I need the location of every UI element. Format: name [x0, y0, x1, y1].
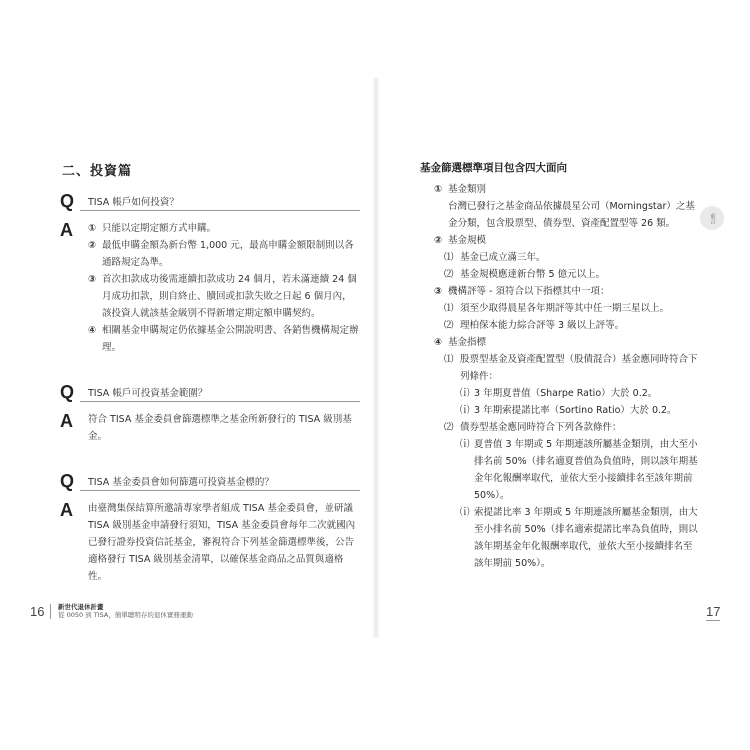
- answer-item: [88, 220, 360, 237]
- item-text: 相關基金申購規定仍依據基金公開說明書、各銷售機構規定辦理。: [102, 325, 359, 353]
- criterion-fund-size: [434, 232, 700, 283]
- page-number-left: 16: [30, 604, 51, 619]
- section-title: 二、投資篇: [62, 164, 133, 179]
- question-row: [60, 471, 360, 492]
- subitem-number: ⑵: [444, 320, 454, 331]
- subsubitem-number: ⒤: [460, 388, 470, 399]
- criterion-number: ②: [434, 235, 443, 246]
- criterion-number: ③: [434, 286, 443, 297]
- criterion-heading: [434, 334, 700, 351]
- chapter-tab-label: 前言: [709, 212, 715, 224]
- criterion-subsubitem: [460, 385, 700, 402]
- criterion-heading: [434, 232, 700, 249]
- item-text: 只能以定期定額方式申購。: [102, 223, 217, 234]
- a-marker: A: [60, 500, 73, 520]
- answer-item: [88, 237, 360, 271]
- criterion-subitem: [444, 300, 700, 317]
- criterion-subitem: [444, 419, 700, 436]
- subitem-text: 理柏保本能力綜合評等 3 級以上評等。: [460, 320, 625, 331]
- subsubitem-number: ⒤: [460, 507, 470, 518]
- criterion-subsubitem: [460, 436, 700, 504]
- criterion-number: ④: [434, 337, 443, 348]
- answer-item: [88, 322, 360, 356]
- subitem-number: ⑵: [444, 269, 454, 280]
- item-number: ④: [88, 325, 97, 336]
- q-marker: Q: [60, 382, 75, 402]
- item-text: 最低申購金額為新台幣 1,000 元，最高申購金額限制則以各通路規定為準。: [102, 240, 354, 268]
- criterion-subsubitem: [460, 402, 700, 419]
- criterion-subsubitem: [460, 504, 700, 572]
- criterion-label: 基金類別: [448, 184, 487, 195]
- criterion-heading: [434, 181, 700, 198]
- subsubitem-number: ⒤: [460, 405, 470, 416]
- subitem-number: ⑵: [444, 422, 454, 433]
- question-text: TISA 基金委員會如何篩選可投資基金標的？: [80, 472, 360, 491]
- item-number: ③: [88, 274, 97, 285]
- subitem-text: 須至少取得晨星各年期評等其中任一期三星以上。: [460, 303, 670, 314]
- qa-block-3: [60, 471, 360, 585]
- subsubitem-text: 3 年期夏普值（Sharpe Ratio）大於 0.2。: [474, 388, 658, 399]
- criteria-title: 基金篩選標準項目包含四大面向: [420, 162, 567, 174]
- criterion-subitem: [444, 317, 700, 334]
- footer-book-subtitle: 從 0050 到 TISA，簡單聰明存的退休實務運動: [58, 611, 193, 619]
- answer-text: 由臺灣集保結算所邀請專家學者組成 TISA 基金委員會，並研議 TISA 級別基金申請發行須知，TISA 基金委員會每年二次就國內已發行證券投資信託基金，審視符合下列基金篩選標準後，公告適格發行 TISA 級別基金清單，以確保基金商品之品質與適格性。: [88, 503, 356, 582]
- answer-row: [60, 500, 360, 585]
- subitem-text: 債券型基金應同時符合下列各款條件：: [460, 422, 622, 433]
- subitem-text: 基金已成立滿三年。: [460, 252, 546, 263]
- answer-body: [80, 220, 360, 356]
- item-number: ②: [88, 240, 97, 251]
- subsubitem-text: 3 年期索提諾比率（Sortino Ratio）大於 0.2。: [474, 405, 677, 416]
- answer-row: [60, 220, 360, 356]
- answer-text: 符合 TISA 基金委員會篩選標準之基金所新發行的 TISA 級別基金。: [88, 414, 352, 442]
- criterion-label: 基金規模: [448, 235, 487, 246]
- subitem-number: ⑴: [444, 354, 454, 365]
- subsubitem-text: 夏普值 3 年期或 5 年期連該所屬基金類別，由大至小排名前 50%（排名適夏普值為負值時，則以該年期基金年化報酬率取代，並依大至小接續排名至該年期前 50%）。: [474, 439, 698, 501]
- criterion-paragraph: 台灣已發行之基金商品依據晨星公司（Morningstar）之基金分類，包含股票型、債券型、資產配置型等 26 類。: [448, 201, 695, 229]
- left-page: [60, 160, 360, 611]
- criterion-fund-indicators: [434, 334, 700, 572]
- right-page: [420, 160, 700, 572]
- answer-row: [60, 411, 360, 445]
- criterion-number: ①: [434, 184, 443, 195]
- item-number: ①: [88, 223, 97, 234]
- book-fold: [372, 78, 380, 638]
- answer-item: [88, 271, 360, 322]
- question-row: [60, 382, 360, 403]
- question-text: TISA 帳戶如何投資？: [80, 192, 360, 211]
- question-row: [60, 191, 360, 212]
- subitem-text: 基金規模應達新台幣 5 億元以上。: [460, 269, 606, 280]
- footer-book-info: [58, 603, 193, 619]
- qa-block-1: [60, 191, 360, 356]
- subitem-number: ⑴: [444, 303, 454, 314]
- criterion-heading: [434, 283, 700, 300]
- subitem-number: ⑴: [444, 252, 454, 263]
- footer-book-title: 新世代退休計畫: [58, 603, 104, 611]
- criterion-subitem: [444, 249, 700, 266]
- a-marker: A: [60, 220, 73, 240]
- subsubitem-text: 索提諾比率 3 年期或 5 年期連該所屬基金類別，由大至小排名前 50%（排名適索提諾比率為負值時，則以該年期基金年化報酬率取代，並依大至小接續排名至該年期前 50%）。: [474, 507, 698, 569]
- criterion-subitem: [444, 266, 700, 283]
- criterion-rating: [434, 283, 700, 334]
- question-text: TISA 帳戶可投資基金範圍？: [80, 383, 360, 402]
- criterion-label: 基金指標: [448, 337, 487, 348]
- criterion-label: 機構評等 - 須符合以下指標其中一項：: [448, 286, 610, 297]
- q-marker: Q: [60, 471, 75, 491]
- a-marker: A: [60, 411, 73, 431]
- subsubitem-number: ⒤: [460, 439, 470, 450]
- criterion-fund-category: [434, 181, 700, 232]
- page-number-right: 17: [706, 604, 721, 619]
- item-text: 首次扣款成功後需連續扣款成功 24 個月，若未滿連續 24 個月成功扣款，則自終止、贖回或扣款失敗之日起 6 個月內，該投資人就該基金級別不得新增定期定額申購契約。: [102, 274, 357, 319]
- qa-block-2: [60, 382, 360, 445]
- chapter-tab: [700, 206, 724, 230]
- criterion-subitem: [444, 351, 700, 385]
- q-marker: Q: [60, 191, 75, 211]
- subitem-text: 股票型基金及資產配置型（股債混合）基金應同時符合下列條件：: [460, 354, 698, 382]
